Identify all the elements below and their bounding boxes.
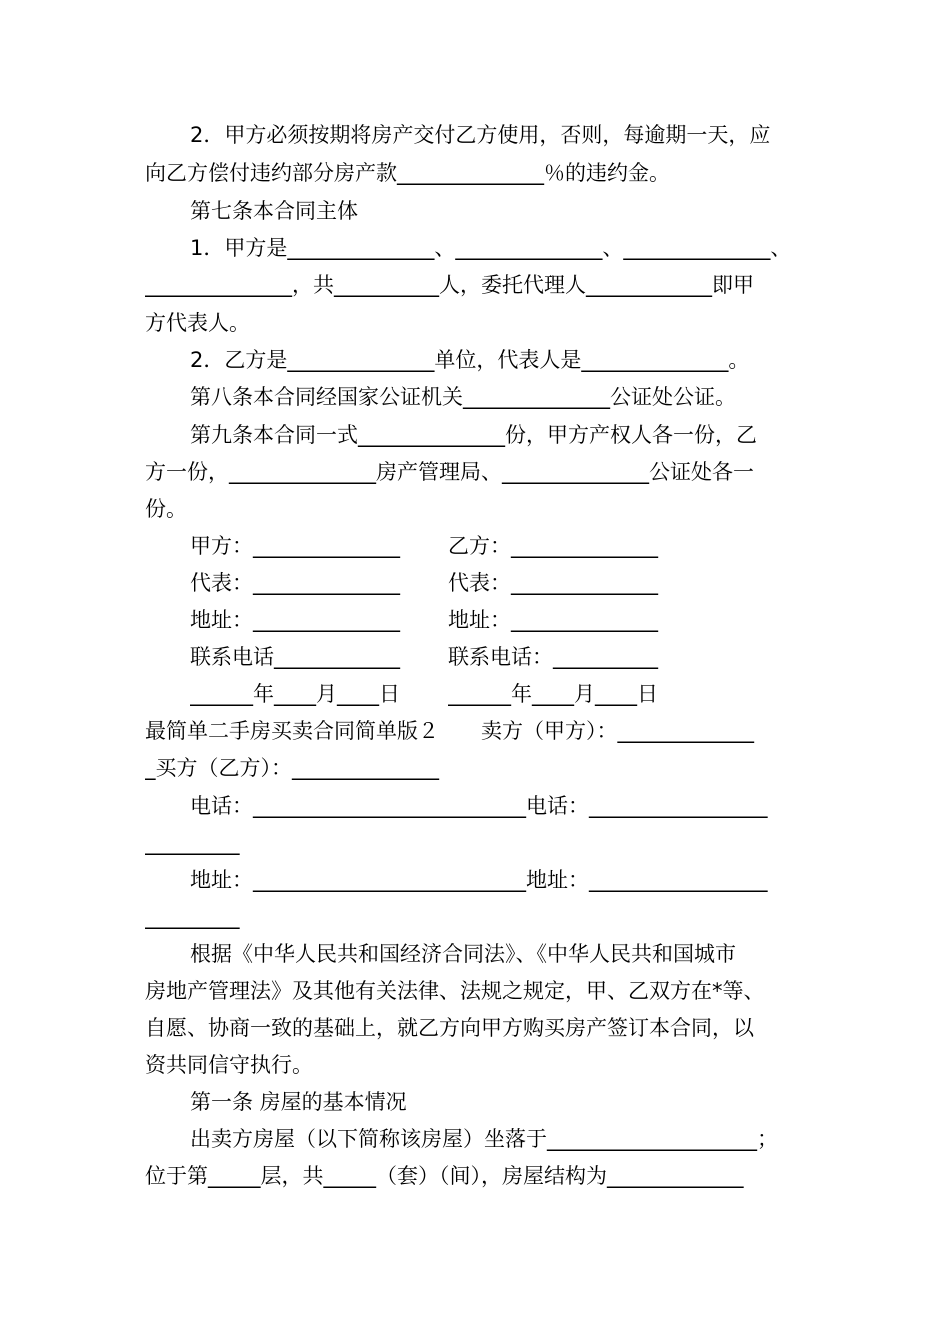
article-1-heading: 第一条 房屋的基本情况	[190, 1090, 407, 1114]
signature-representative-a: 代表：______________	[190, 571, 400, 595]
contract-2-buyer: _买方（乙方）：______________	[145, 756, 439, 780]
contract-2-address-line: 地址：__________________________地址：_________________	[190, 868, 768, 892]
article-1-line-2: 位于第_____层，共_____（套）（间），房屋结构为_____________	[145, 1164, 744, 1188]
signature-party-a: 甲方：______________	[190, 534, 400, 558]
clause-7-item-1-line-3: 方代表人。	[145, 311, 250, 335]
clause-6-item-2-line-2: 向乙方偿付违约部分房产款______________％的违约金。	[145, 161, 670, 185]
clause-6-item-2-line-1: 2．甲方必须按期将房产交付乙方使用，否则，每逾期一天，应	[190, 123, 771, 147]
signature-party-b: 乙方：______________	[448, 534, 658, 558]
clause-7-item-1-line-1: 1．甲方是______________、______________、______________、	[190, 236, 792, 260]
contract-2-phone-line-cont: _________	[145, 831, 240, 855]
signature-representative-b: 代表：______________	[448, 571, 658, 595]
signature-phone-a: 联系电话____________	[190, 645, 400, 669]
clause-9-line-3: 份。	[145, 497, 187, 521]
preamble-line-1: 根据《中华人民共和国经济合同法》、《中华人民共和国城市	[190, 942, 736, 966]
contract-2-address-line-cont: _________	[145, 905, 240, 929]
clause-8: 第八条本合同经国家公证机关______________公证处公证。	[190, 385, 736, 409]
signature-date-b: ______年____月____日	[448, 682, 658, 706]
clause-7-item-2: 2．乙方是______________单位，代表人是______________。	[190, 348, 750, 372]
preamble-line-2: 房地产管理法》及其他有关法律、法规之规定，甲、乙双方在*等、	[145, 979, 765, 1003]
signature-phone-b: 联系电话：__________	[448, 645, 658, 669]
signature-address-a: 地址：______________	[190, 608, 400, 632]
clause-7-item-1-line-2: ______________，共__________人，委托代理人____________即甲	[145, 273, 754, 297]
clause-9-line-1: 第九条本合同一式______________份，甲方产权人各一份，乙	[190, 423, 757, 447]
clause-7-heading: 第七条本合同主体	[190, 199, 358, 223]
contract-2-title-seller: 最简单二手房买卖合同简单版２ 卖方（甲方）：_____________	[145, 719, 754, 743]
signature-date-a: ______年____月____日	[190, 682, 400, 706]
signature-address-b: 地址：______________	[448, 608, 658, 632]
preamble-line-3: 自愿、协商一致的基础上，就乙方向甲方购买房产签订本合同，以	[145, 1016, 754, 1040]
clause-9-line-2: 方一份，______________房产管理局、______________公证处各一	[145, 460, 754, 484]
preamble-line-4: 资共同信守执行。	[145, 1053, 313, 1077]
article-1-line-1: 出卖方房屋（以下简称该房屋）坐落于____________________；	[190, 1127, 778, 1151]
contract-2-phone-line: 电话：__________________________电话：_________________	[190, 794, 768, 818]
